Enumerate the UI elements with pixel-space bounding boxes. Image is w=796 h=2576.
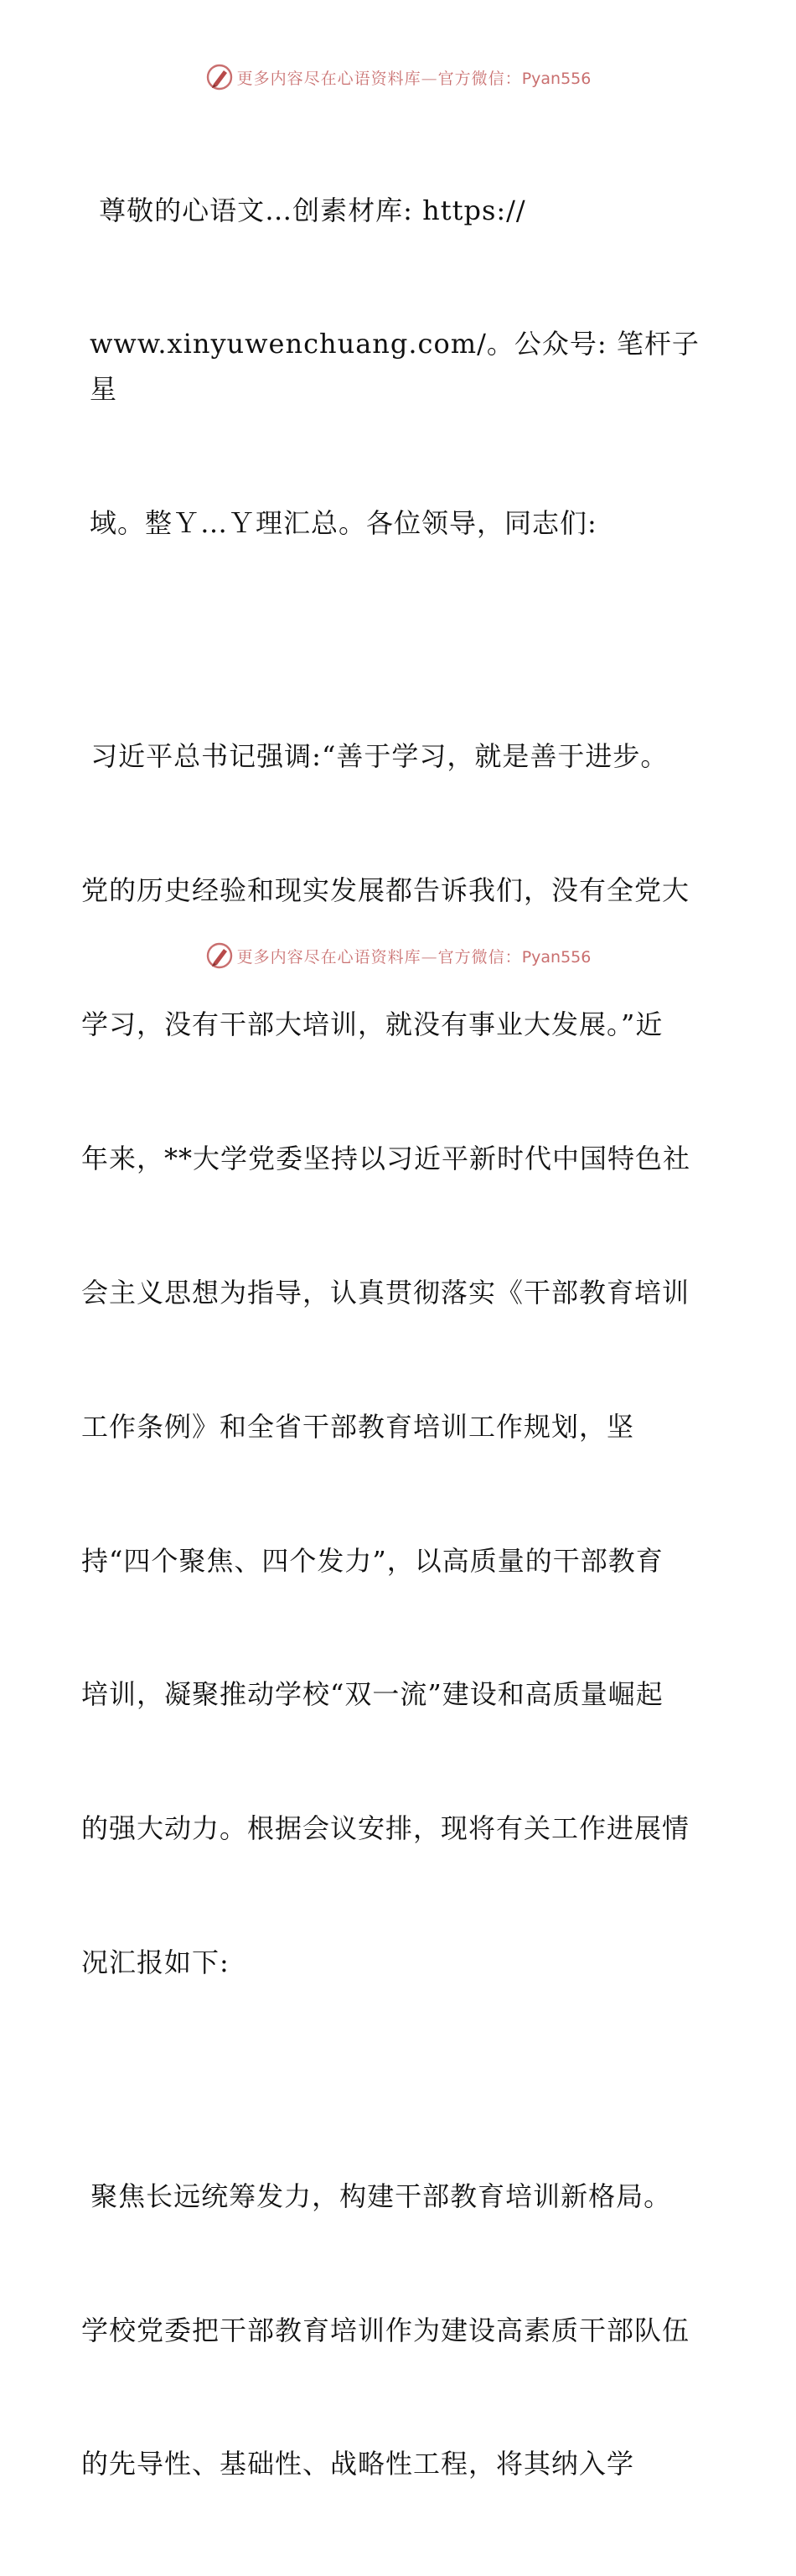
text-line: www.xinyuwenchuang.com/。公众号: 笔杆子星 — [90, 328, 700, 405]
footer-banner-text — [237, 945, 592, 967]
text-line: 学校党委把干部教育培训作为建设高素质干部队伍 — [81, 2314, 690, 2346]
text-line: 况汇报如下: — [81, 1946, 230, 1979]
text-line: 培训，凝聚推动学校“双一流”建设和高质量崛起 — [81, 1678, 664, 1711]
text-line: 党的历史经验和现实发展都告诉我们，没有全党大 — [81, 874, 690, 907]
footer-wechat-id: Pyan556 — [521, 947, 592, 967]
footer-official-label: 官方微信： — [437, 947, 522, 967]
paragraph-section-one — [81, 2085, 718, 2576]
footer-separator: — — [421, 947, 438, 967]
text-line: 学习，没有干部大培训，就没有事业大发展。”近 — [81, 1008, 664, 1040]
text-line: 尊敬的心语文…创素材库: https:// — [90, 194, 526, 226]
paragraph-greeting — [81, 99, 718, 635]
header-banner-text — [237, 66, 592, 89]
text-line: 年来，**大学党委坚持以习近平新时代中国特色社 — [81, 1142, 691, 1174]
header-banner — [0, 60, 796, 94]
header-official-label: 官方微信： — [437, 69, 522, 88]
paragraph-intro — [81, 645, 718, 2076]
header-promo-text: 更多内容尽在心语资料库 — [236, 69, 421, 88]
text-line: 习近平总书记强调:“善于学习，就是善于进步。 — [81, 740, 669, 773]
footer-promo-text: 更多内容尽在心语资料库 — [236, 947, 421, 967]
text-line: 持“四个聚焦、四个发力”，以高质量的干部教育 — [81, 1544, 664, 1577]
pen-logo-icon — [205, 63, 234, 91]
text-line: 聚焦长远统筹发力，构建干部教育培训新格局。 — [81, 2179, 672, 2212]
text-line: 工作条例》和全省干部教育培训工作规划，坚 — [81, 1410, 635, 1443]
footer-banner — [0, 939, 796, 972]
document-body — [81, 99, 718, 2576]
text-line: 的强大动力。根据会议安排，现将有关工作进展情 — [81, 1812, 690, 1845]
text-line: 会主义思想为指导，认真贯彻落实《干部教育培训 — [81, 1276, 690, 1309]
text-line: 的先导性、基础性、战略性工程，将其纳入学 — [81, 2448, 635, 2480]
header-separator: — — [421, 69, 438, 88]
pen-logo-icon — [205, 941, 234, 970]
header-wechat-id: Pyan556 — [521, 69, 592, 88]
text-line: 域。整Ｙ…Ｙ理汇总。各位领导，同志们: — [90, 506, 597, 539]
